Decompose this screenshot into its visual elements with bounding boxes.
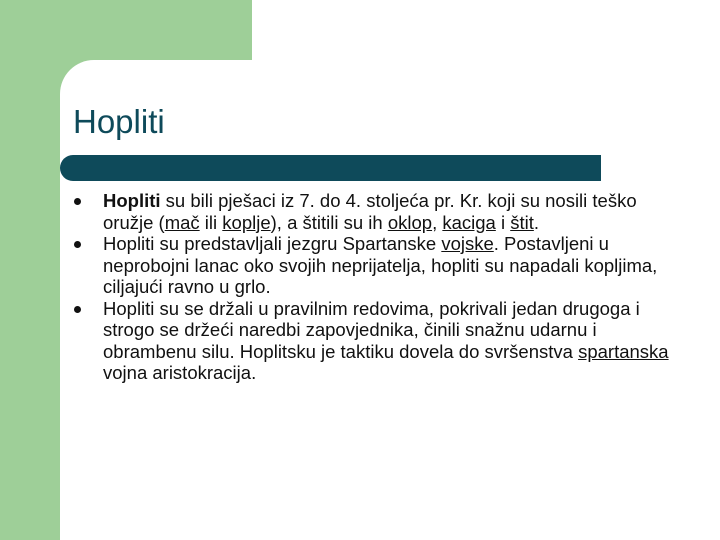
text: . xyxy=(533,211,539,233)
link-oklop[interactable]: oklop xyxy=(387,211,433,233)
bullet-dot-icon xyxy=(74,198,81,205)
link-mac[interactable]: mač xyxy=(164,211,200,233)
text: Hopliti su predstavljali jezgru Spartanske xyxy=(103,233,442,254)
link-kaciga[interactable]: kaciga xyxy=(442,211,496,233)
text: ili xyxy=(199,211,223,233)
bullet-item xyxy=(73,233,673,298)
title-underline-bar xyxy=(60,155,601,181)
text: su bili pješaci iz 7. do 4. stoljeća pr. Kr. koji su nosili teško oružje ( xyxy=(103,190,637,233)
link-koplje[interactable]: koplje xyxy=(222,211,271,233)
bullet-item xyxy=(73,298,673,384)
bullet-text xyxy=(103,233,657,297)
link-spartanska[interactable]: spartanska xyxy=(578,340,669,362)
bold-term: Hopliti xyxy=(103,190,161,211)
bullet-dot-icon xyxy=(74,306,81,313)
link-vojske[interactable]: vojske xyxy=(441,233,494,254)
bullet-item xyxy=(73,190,673,233)
bullet-text xyxy=(103,298,669,384)
bullet-text xyxy=(103,190,637,233)
text: , xyxy=(432,211,443,233)
bullet-dot-icon xyxy=(74,241,81,248)
text: Hopliti su se držali u pravilnim redovima, pokrivali jedan drugoga i strogo se držeći naredbi zapovjednika, činili snažnu udarnu i obrambenu silu. Hoplitsku je taktiku dovela do svršenstva xyxy=(103,297,640,362)
bullet-list xyxy=(73,190,673,384)
text: . Postavljeni u neprobojni lanac oko svojih neprijatelja, hopliti su napadali kopljima, ciljajući ravno u grlo. xyxy=(103,233,658,297)
text: ), a štitili su ih xyxy=(270,211,388,233)
text: vojna aristokracija. xyxy=(103,362,257,383)
slide-title: Hopliti xyxy=(73,103,165,140)
text: i xyxy=(495,211,511,233)
link-stit[interactable]: štit xyxy=(510,211,534,233)
